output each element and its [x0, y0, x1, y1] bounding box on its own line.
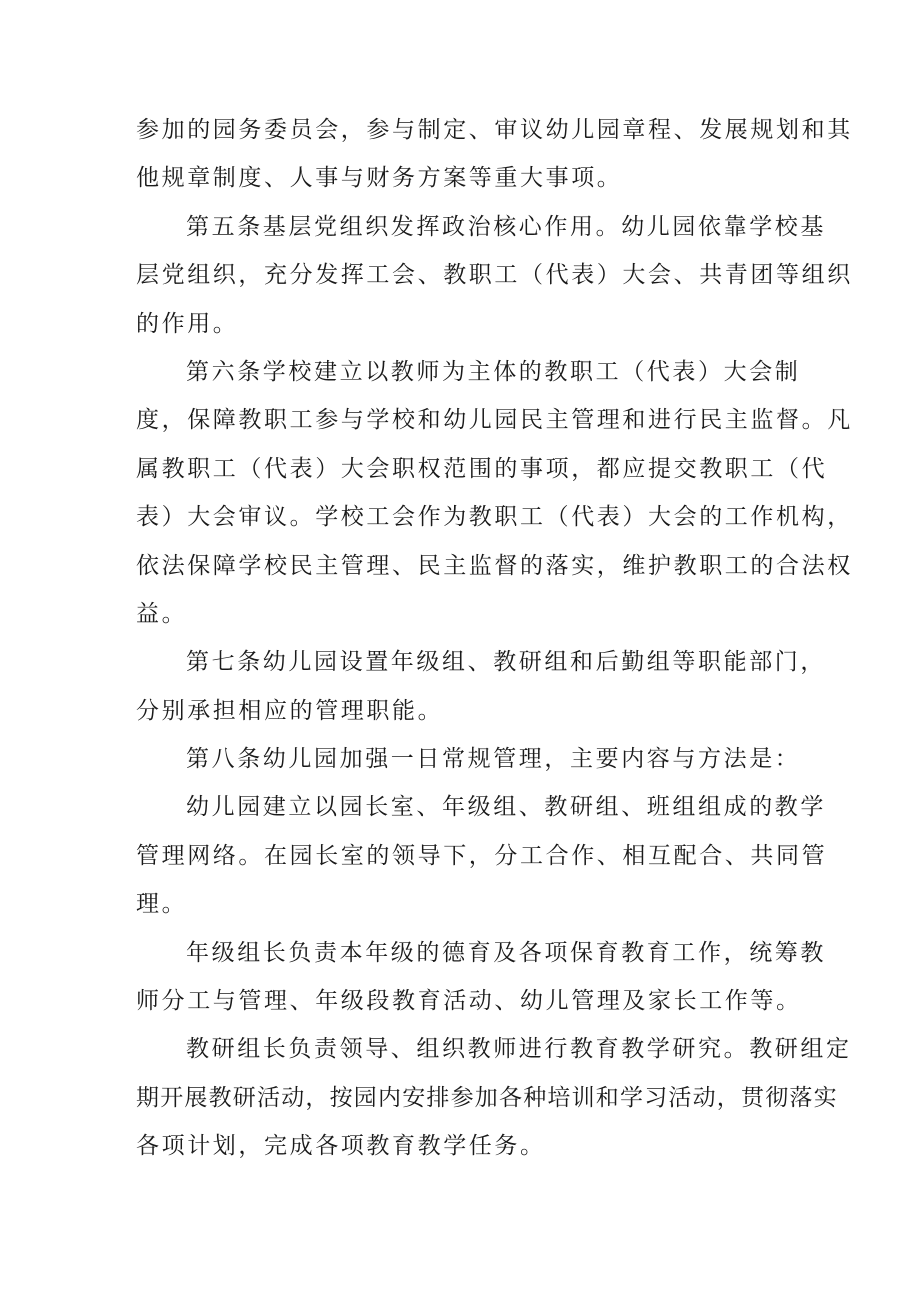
text-line: 益。 — [136, 600, 188, 627]
text-line: 理。 — [136, 891, 188, 918]
text-line: 参加的园务委员会，参与制定、审议幼儿园章程、发展规划和其 — [136, 117, 853, 143]
text-line: 的作用。 — [136, 310, 239, 337]
paragraph-line: 幼儿园建立以园长室、年级组、教研组、班组组成的教学 — [186, 794, 826, 821]
text-line: 层党组织，充分发挥工会、教职工（代表）大会、共青团等组织 — [136, 262, 853, 289]
text-line: 表）大会审议。学校工会作为教职工（代表）大会的工作机构， — [136, 504, 853, 531]
text-line: 分别承担相应的管理职能。 — [136, 697, 444, 724]
paragraph-article-8-line: 第八条幼儿园加强一日常规管理，主要内容与方法是： — [186, 746, 801, 773]
text-line: 他规章制度、人事与财务方案等重大事项。 — [136, 165, 623, 192]
text-line: 属教职工（代表）大会职权范围的事项，都应提交教职工（代 — [136, 455, 828, 482]
paragraph-article-5-line: 第五条基层党组织发挥政治核心作用。幼儿园依靠学校基 — [186, 213, 826, 240]
text-line: 各项计划，完成各项教育教学任务。 — [136, 1133, 546, 1160]
document-body — [136, 106, 853, 1171]
text-line: 管理网络。在园长室的领导下，分工合作、相互配合、共同管 — [136, 842, 828, 869]
paragraph-article-6-line: 第六条学校建立以教师为主体的教职工（代表）大会制 — [186, 358, 801, 385]
text-line: 依法保障学校民主管理、民主监督的落实，维护教职工的合法权 — [136, 552, 853, 579]
text-line: 度，保障教职工参与学校和幼儿园民主管理和进行民主监督。凡 — [136, 407, 853, 434]
paragraph-line: 年级组长负责本年级的德育及各项保育教育工作，统筹教 — [186, 939, 826, 966]
text-line: 期开展教研活动，按园内安排参加各种培训和学习活动，贯彻落实 — [136, 1084, 838, 1111]
text-line: 师分工与管理、年级段教育活动、幼儿管理及家长工作等。 — [136, 988, 802, 1015]
paragraph-article-7-line: 第七条幼儿园设置年级组、教研组和后勤组等职能部门， — [186, 649, 826, 676]
paragraph-line: 教研组长负责领导、组织教师进行教育教学研究。教研组定 — [186, 1036, 852, 1063]
